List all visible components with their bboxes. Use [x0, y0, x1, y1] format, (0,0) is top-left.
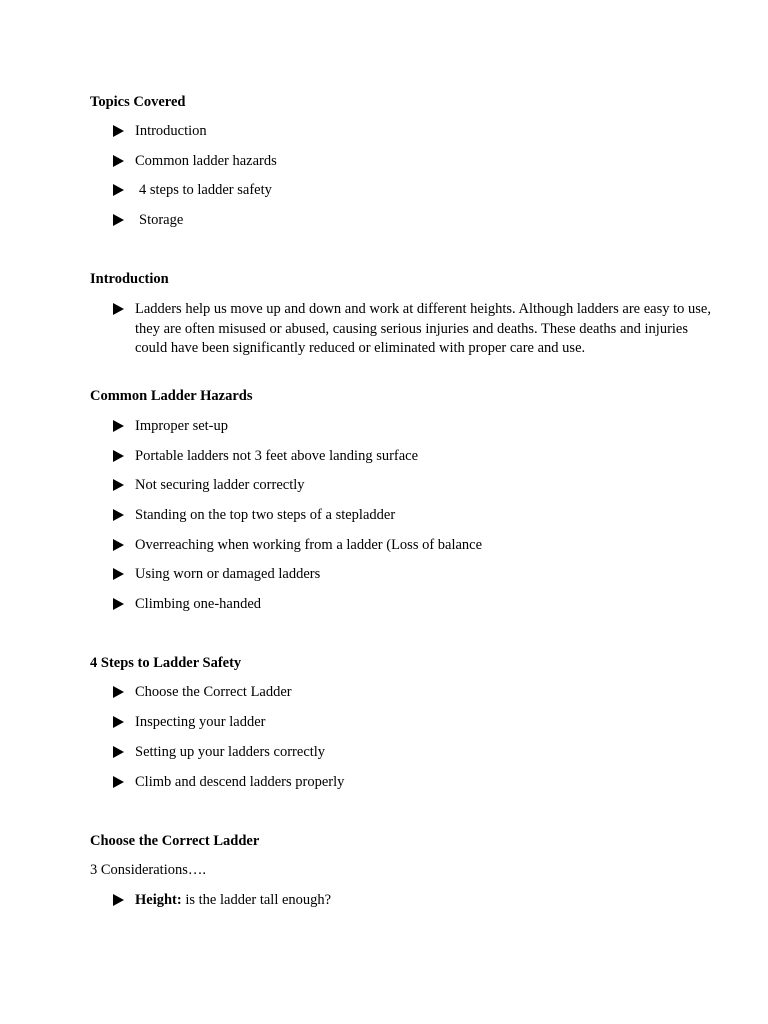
- steps-item: [113, 713, 713, 733]
- hazards-heading: Common Ladder Hazards: [90, 388, 253, 404]
- introduction-item: [113, 300, 713, 359]
- topics-item-text: Common ladder hazards: [135, 153, 277, 169]
- bullet-arrow-icon: [113, 509, 124, 521]
- hazards-item: [113, 506, 713, 526]
- hazards-item: [113, 536, 713, 556]
- bullet-arrow-icon: [113, 539, 124, 551]
- topics-item-text: Introduction: [135, 123, 207, 139]
- hazards-item: [113, 476, 713, 496]
- steps-item-text: Inspecting your ladder: [135, 714, 266, 730]
- bullet-arrow-icon: [113, 450, 124, 462]
- topics-item: [113, 181, 713, 201]
- introduction-heading: Introduction: [90, 271, 169, 287]
- choose-heading: Choose the Correct Ladder: [90, 833, 260, 849]
- steps-item: [113, 773, 713, 793]
- bullet-arrow-icon: [113, 746, 124, 758]
- hazards-item: [113, 565, 713, 585]
- bullet-arrow-icon: [113, 686, 124, 698]
- choose-item-text: [135, 891, 713, 911]
- introduction-text: Ladders help us move up and down and work at different heights. Although ladders are easy to use, they are often misused or abused, causing serious injuries and deaths. These deaths and injuries could have been significantly reduced or eliminated with proper care and use.: [135, 301, 711, 356]
- hazards-item-text: Using worn or damaged ladders: [135, 566, 321, 582]
- bullet-arrow-icon: [113, 214, 124, 226]
- topics-heading: Topics Covered: [90, 94, 186, 110]
- bullet-arrow-icon: [113, 479, 124, 491]
- hazards-item-text: Overreaching when working from a ladder (Loss of balance: [135, 537, 483, 553]
- hazards-item-text: Portable ladders not 3 feet above landing surface: [135, 448, 419, 464]
- bullet-arrow-icon: [113, 894, 124, 906]
- bullet-arrow-icon: [113, 776, 124, 788]
- steps-item-text: Choose the Correct Ladder: [135, 684, 292, 700]
- bullet-arrow-icon: [113, 303, 124, 315]
- steps-item: [113, 743, 713, 763]
- hazards-item: [113, 447, 713, 467]
- choose-subtext: 3 Considerations….: [90, 862, 206, 878]
- steps-item-text: Setting up your ladders correctly: [135, 744, 326, 760]
- bullet-arrow-icon: [113, 125, 124, 137]
- hazards-item-text: Climbing one-handed: [135, 596, 262, 612]
- topics-item: [113, 211, 713, 231]
- steps-heading: 4 Steps to Ladder Safety: [90, 655, 242, 671]
- choose-item-label: Height:: [135, 892, 182, 908]
- choose-item: [113, 891, 713, 911]
- topics-item: [113, 122, 713, 142]
- hazards-item-text: Standing on the top two steps of a stepladder: [135, 507, 396, 523]
- bullet-arrow-icon: [113, 716, 124, 728]
- bullet-arrow-icon: [113, 420, 124, 432]
- hazards-item-text: Improper set-up: [135, 418, 229, 434]
- hazards-item: [113, 595, 713, 615]
- bullet-arrow-icon: [113, 598, 124, 610]
- bullet-arrow-icon: [113, 184, 124, 196]
- hazards-item-text: Not securing ladder correctly: [135, 477, 305, 493]
- steps-item: [113, 683, 713, 703]
- choose-item-body: is the ladder tall enough?: [181, 892, 332, 908]
- topics-item-text: Storage: [139, 212, 184, 228]
- topics-item: [113, 152, 713, 172]
- hazards-item: [113, 417, 713, 437]
- bullet-arrow-icon: [113, 155, 124, 167]
- bullet-arrow-icon: [113, 568, 124, 580]
- steps-item-text: Climb and descend ladders properly: [135, 774, 345, 790]
- topics-item-text: 4 steps to ladder safety: [139, 182, 272, 198]
